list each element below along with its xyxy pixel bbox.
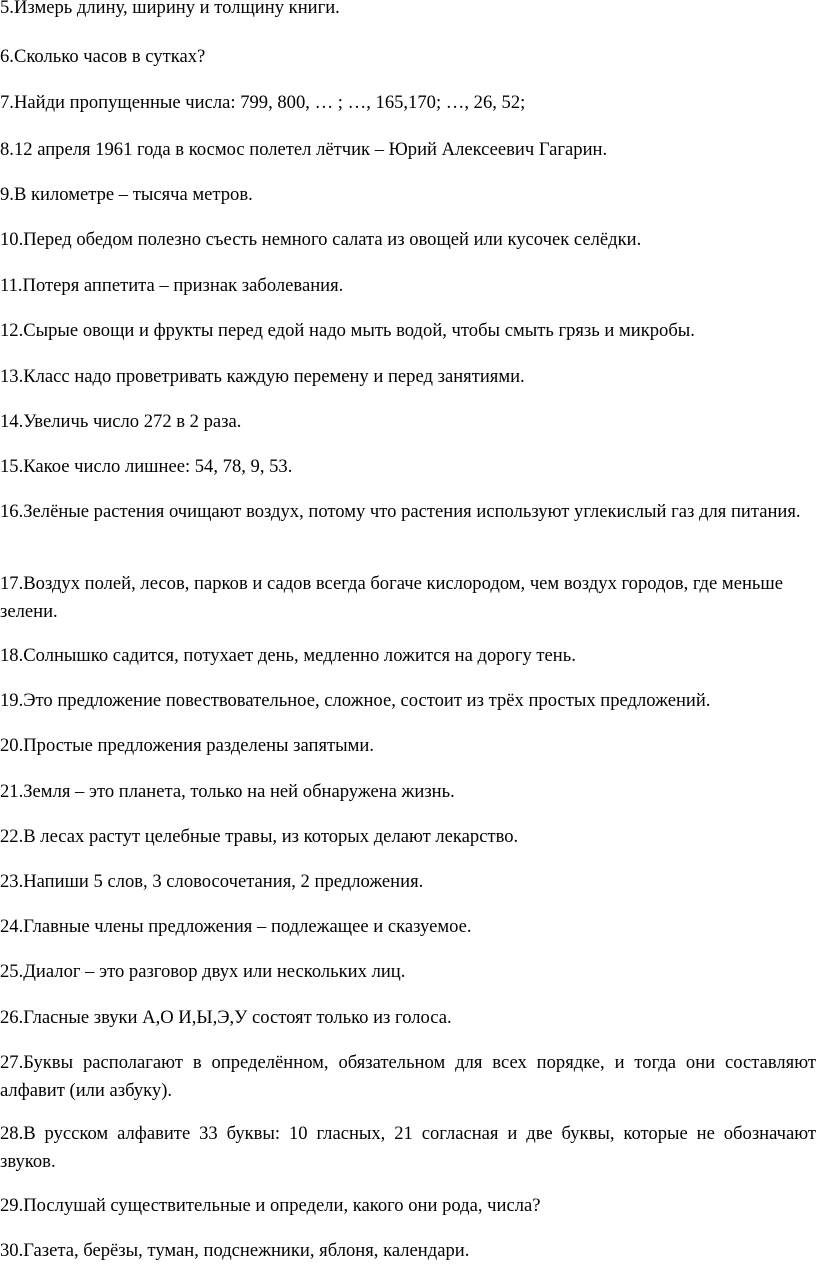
- list-item: 26.Гласные звуки А,О И,Ы,Э,У состоят только из голоса.: [0, 1007, 452, 1028]
- list-item: 17.Воздух полей, лесов, парков и садов всегда богаче кислородом, чем воздух городов, где меньше зелени.: [0, 573, 783, 622]
- list-item: 9.В километре – тысяча метров.: [0, 184, 253, 205]
- list-item: 21.Земля – это планета, только на ней обнаружена жизнь.: [0, 781, 455, 802]
- list-item: 18.Солнышко садится, потухает день, медленно ложится на дорогу тень.: [0, 645, 576, 666]
- list-item: 22.В лесах растут целебные травы, из которых делают лекарство.: [0, 826, 519, 847]
- list-item: 27.Буквы располагают в определённом, обязательном для всех порядке, и тогда они составляют алфавит (или азбуку).: [0, 1052, 816, 1101]
- list-item: 30.Газета, берёзы, туман, подснежники, яблоня, календари.: [0, 1240, 470, 1261]
- list-item: 28.В русском алфавите 33 буквы: 10 гласных, 21 согласная и две буквы, которые не обозначают звуков.: [0, 1123, 816, 1172]
- list-item: 5.Измерь длину, ширину и толщину книги.: [0, 0, 340, 18]
- list-item: 7.Найди пропущенные числа: 799, 800, … ; …, 165,170; …, 26, 52;: [0, 92, 526, 113]
- list-item: 19.Это предложение повествовательное, сложное, состоит из трёх простых предложений.: [0, 690, 711, 711]
- list-item: 25.Диалог – это разговор двух или нескольких лиц.: [0, 961, 406, 982]
- list-item: 8.12 апреля 1961 года в космос полетел лётчик – Юрий Алексеевич Гагарин.: [0, 139, 608, 160]
- list-item: 6.Сколько часов в сутках?: [0, 46, 206, 67]
- list-item: 23.Напиши 5 слов, 3 словосочетания, 2 предложения.: [0, 871, 424, 892]
- list-item: 24.Главные члены предложения – подлежащее и сказуемое.: [0, 916, 472, 937]
- list-item: 29.Послушай существительные и определи, какого они рода, числа?: [0, 1195, 541, 1216]
- list-item: 15.Какое число лишнее: 54, 78, 9, 53.: [0, 456, 293, 477]
- list-item: 11.Потеря аппетита – признак заболевания.: [0, 275, 344, 296]
- list-item: 12.Сырые овощи и фрукты перед едой надо мыть водой, чтобы смыть грязь и микробы.: [0, 320, 695, 341]
- list-item: 10.Перед обедом полезно съесть немного салата из овощей или кусочек селёдки.: [0, 229, 642, 250]
- list-item: 16.Зелёные растения очищают воздух, потому что растения используют углекислый газ для питания.: [0, 501, 801, 522]
- list-item: 13.Класс надо проветривать каждую перемену и перед занятиями.: [0, 366, 525, 387]
- list-item: 14.Увеличь число 272 в 2 раза.: [0, 411, 242, 432]
- list-item: 20.Простые предложения разделены запятыми.: [0, 735, 375, 756]
